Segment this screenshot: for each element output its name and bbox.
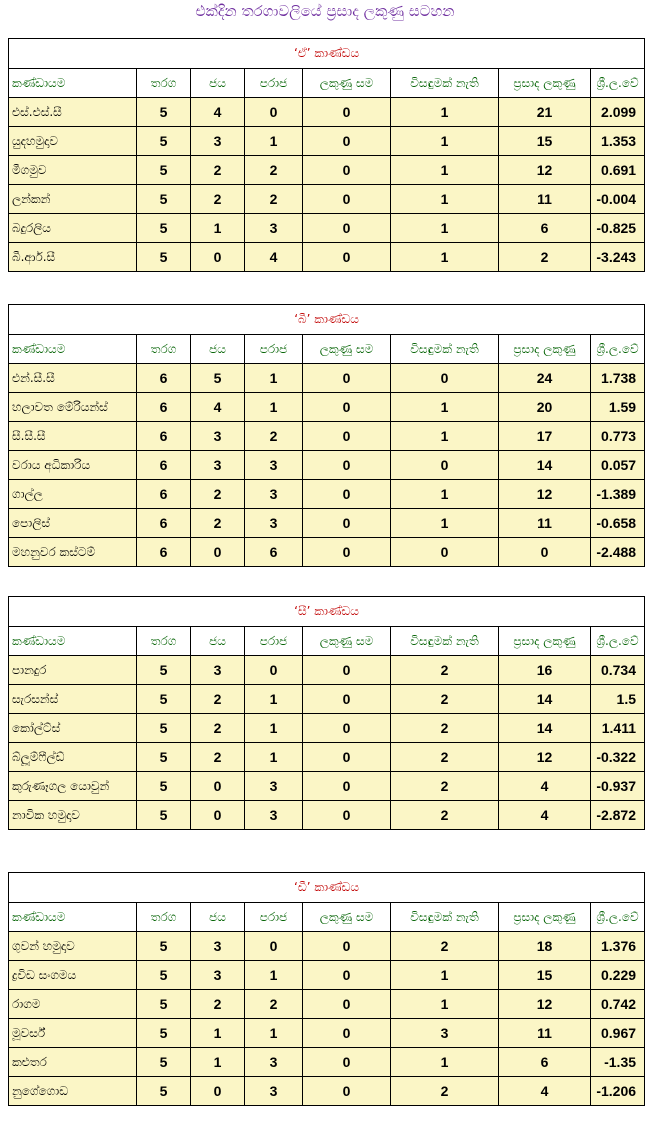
table-row <box>9 990 645 1019</box>
column-header: පරාජ <box>245 69 303 98</box>
group-table <box>8 38 645 272</box>
table-row <box>9 656 645 685</box>
table-cell: 0.742 <box>591 990 645 1019</box>
table-cell: 3 <box>191 451 245 480</box>
table-cell: 1 <box>245 714 303 743</box>
table-cell: 1 <box>245 393 303 422</box>
group-table <box>8 872 645 1106</box>
table-cell: 0 <box>191 801 245 830</box>
table-cell: 4 <box>499 1077 591 1106</box>
table-row <box>9 714 645 743</box>
table-row <box>9 772 645 801</box>
table-cell: 4 <box>191 393 245 422</box>
table-cell: 6 <box>137 538 191 567</box>
table-cell: 5 <box>137 1019 191 1048</box>
table-cell: 0 <box>391 451 499 480</box>
table-cell: 1 <box>245 1019 303 1048</box>
column-header: විසඳුමක් නැති <box>391 335 499 364</box>
table-row <box>9 127 645 156</box>
table-cell: 2 <box>391 656 499 685</box>
table-cell: -0.322 <box>591 743 645 772</box>
table-cell: 3 <box>245 509 303 538</box>
table-cell: 3 <box>191 656 245 685</box>
table-row <box>9 1019 645 1048</box>
table-cell: 0 <box>303 685 391 714</box>
table-cell: 0.229 <box>591 961 645 990</box>
team-name: බ්ලූම්ෆීල්ඩ් <box>9 743 137 772</box>
table-cell: 14 <box>499 685 591 714</box>
table-cell: 5 <box>137 772 191 801</box>
table-cell: 0 <box>191 538 245 567</box>
table-cell: 0.773 <box>591 422 645 451</box>
table-cell: 0 <box>245 656 303 685</box>
table-cell: 0 <box>499 538 591 567</box>
table-cell: 1 <box>391 1048 499 1077</box>
column-header: ප්‍රසාද ලකුණු <box>499 335 591 364</box>
table-cell: 6 <box>137 451 191 480</box>
table-cell: 1 <box>245 743 303 772</box>
table-cell: 6 <box>137 393 191 422</box>
team-name: පොලිස් <box>9 509 137 538</box>
table-cell: 5 <box>137 961 191 990</box>
table-cell: -0.825 <box>591 214 645 243</box>
table-cell: 5 <box>137 185 191 214</box>
table-cell: 1 <box>391 990 499 1019</box>
team-name: එන්.සී.සී <box>9 364 137 393</box>
table-cell: 12 <box>499 156 591 185</box>
table-cell: 3 <box>191 961 245 990</box>
table-cell: -1.206 <box>591 1077 645 1106</box>
table-cell: 5 <box>137 214 191 243</box>
table-cell: 6 <box>499 1048 591 1077</box>
column-header: ශ්‍රී.ල.වේ <box>591 335 645 364</box>
table-row <box>9 185 645 214</box>
column-header: ලකුණු සම <box>303 69 391 98</box>
table-cell: 0.691 <box>591 156 645 185</box>
table-cell: 1 <box>391 480 499 509</box>
column-header: ප්‍රසාද ලකුණු <box>499 627 591 656</box>
table-cell: 0 <box>303 422 391 451</box>
column-header: ජය <box>191 335 245 364</box>
table-cell: 2 <box>245 185 303 214</box>
table-cell: 0 <box>303 656 391 685</box>
table-cell: 0 <box>303 772 391 801</box>
table-cell: 1.353 <box>591 127 645 156</box>
table-cell: -1.35 <box>591 1048 645 1077</box>
table-cell: 2 <box>191 156 245 185</box>
table-cell: 2 <box>191 509 245 538</box>
table-cell: 3 <box>245 451 303 480</box>
table-row <box>9 422 645 451</box>
team-name: සැරසන්ස් <box>9 685 137 714</box>
table-cell: 0 <box>391 364 499 393</box>
table-cell: 0 <box>303 480 391 509</box>
table-cell: 1 <box>245 961 303 990</box>
table-cell: 0 <box>303 243 391 272</box>
table-cell: 20 <box>499 393 591 422</box>
column-header: ලකුණු සම <box>303 335 391 364</box>
table-cell: -0.937 <box>591 772 645 801</box>
table-cell: 0 <box>303 364 391 393</box>
table-cell: 1 <box>391 185 499 214</box>
team-name: බදුරලිය <box>9 214 137 243</box>
table-cell: 5 <box>137 801 191 830</box>
team-name: කුරුණෑගල යොවුන් <box>9 772 137 801</box>
team-name: ගුවන් හමුදාව <box>9 932 137 961</box>
column-header: කණ්ඩායම <box>9 903 137 932</box>
column-header: ලකුණු සම <box>303 627 391 656</box>
table-cell: 3 <box>245 1048 303 1077</box>
table-cell: 5 <box>137 743 191 772</box>
column-header: ලකුණු සම <box>303 903 391 932</box>
table-row <box>9 961 645 990</box>
team-name: ද්‍රවිඩ සංගමය <box>9 961 137 990</box>
table-cell: 5 <box>137 990 191 1019</box>
group-table <box>8 304 645 567</box>
table-cell: 1 <box>191 1048 245 1077</box>
table-cell: 0 <box>303 156 391 185</box>
table-cell: 3 <box>191 932 245 961</box>
table-cell: 1 <box>391 127 499 156</box>
table-cell: 0 <box>245 98 303 127</box>
table-cell: 2 <box>245 156 303 185</box>
table-row <box>9 393 645 422</box>
column-header: ශ්‍රී.ල.වේ <box>591 627 645 656</box>
table-cell: 0 <box>245 932 303 961</box>
table-cell: 1 <box>391 243 499 272</box>
table-cell: 0 <box>303 714 391 743</box>
table-cell: 1.411 <box>591 714 645 743</box>
group-title: ‘ඒ’ කාණ්ඩය <box>9 39 645 69</box>
table-row <box>9 1048 645 1077</box>
table-cell: 6 <box>245 538 303 567</box>
table-cell: 5 <box>137 932 191 961</box>
table-cell: 12 <box>499 990 591 1019</box>
column-header: කණ්ඩායම <box>9 335 137 364</box>
team-name: මූවර්ස් <box>9 1019 137 1048</box>
column-header: ශ්‍රී.ල.වේ <box>591 903 645 932</box>
table-cell: 0 <box>303 214 391 243</box>
table-cell: 0 <box>303 743 391 772</box>
table-cell: -2.872 <box>591 801 645 830</box>
table-cell: 5 <box>137 1077 191 1106</box>
table-cell: 5 <box>137 98 191 127</box>
table-cell: 0.057 <box>591 451 645 480</box>
table-cell: 2 <box>391 685 499 714</box>
table-cell: 1 <box>391 393 499 422</box>
table-cell: 0 <box>303 932 391 961</box>
table-cell: 3 <box>245 480 303 509</box>
table-cell: 2.099 <box>591 98 645 127</box>
table-cell: 2 <box>391 743 499 772</box>
table-cell: 0 <box>303 1077 391 1106</box>
team-name: බී.ආර්.සී <box>9 243 137 272</box>
table-cell: 15 <box>499 961 591 990</box>
table-cell: 1 <box>245 364 303 393</box>
column-header: ප්‍රසාද ලකුණු <box>499 69 591 98</box>
table-cell: -2.488 <box>591 538 645 567</box>
table-row <box>9 98 645 127</box>
table-cell: 2 <box>391 1077 499 1106</box>
table-cell: 0 <box>303 801 391 830</box>
table-cell: 2 <box>391 932 499 961</box>
table-cell: 4 <box>245 243 303 272</box>
page-title: එක්දින තරගාවලියේ ප්‍රසාද ලකුණු සටහන <box>195 2 455 20</box>
group-title: ‘ඩී’ කාණ්ඩය <box>9 873 645 903</box>
column-header: විසඳුමක් නැති <box>391 903 499 932</box>
table-row <box>9 480 645 509</box>
table-row <box>9 243 645 272</box>
team-name: වරාය අධිකාරිය <box>9 451 137 480</box>
column-header: ප්‍රසාද ලකුණු <box>499 903 591 932</box>
team-name: නාවික හමුදාව <box>9 801 137 830</box>
table-cell: 2 <box>391 772 499 801</box>
table-cell: 0 <box>391 538 499 567</box>
table-cell: 11 <box>499 509 591 538</box>
table-cell: 0 <box>303 185 391 214</box>
table-cell: 1.5 <box>591 685 645 714</box>
table-cell: 1.376 <box>591 932 645 961</box>
table-cell: 11 <box>499 1019 591 1048</box>
table-cell: 12 <box>499 480 591 509</box>
table-cell: 0.967 <box>591 1019 645 1048</box>
table-cell: 2 <box>191 685 245 714</box>
table-row <box>9 932 645 961</box>
table-row <box>9 214 645 243</box>
column-header: තරග <box>137 627 191 656</box>
table-cell: 5 <box>137 156 191 185</box>
column-header: විසඳුමක් නැති <box>391 627 499 656</box>
table-cell: -0.004 <box>591 185 645 214</box>
table-row <box>9 538 645 567</box>
table-cell: 6 <box>499 214 591 243</box>
table-cell: 17 <box>499 422 591 451</box>
table-cell: 1 <box>245 685 303 714</box>
team-name: කළුතර <box>9 1048 137 1077</box>
team-name: ලන්කන් <box>9 185 137 214</box>
table-cell: 3 <box>245 214 303 243</box>
table-cell: 16 <box>499 656 591 685</box>
table-cell: 14 <box>499 451 591 480</box>
column-header: කණ්ඩායම <box>9 627 137 656</box>
column-header: ජය <box>191 903 245 932</box>
table-cell: 2 <box>191 185 245 214</box>
column-header: තරග <box>137 903 191 932</box>
table-cell: 1 <box>191 214 245 243</box>
table-cell: 1 <box>391 422 499 451</box>
group-table <box>8 596 645 830</box>
table-cell: 2 <box>191 714 245 743</box>
column-header: තරග <box>137 69 191 98</box>
table-cell: 2 <box>191 480 245 509</box>
table-cell: 0 <box>191 772 245 801</box>
table-row <box>9 451 645 480</box>
table-cell: 1 <box>391 961 499 990</box>
team-name: කෝල්ට්ස් <box>9 714 137 743</box>
table-cell: -0.658 <box>591 509 645 538</box>
column-header: තරග <box>137 335 191 364</box>
table-cell: 0 <box>303 1048 391 1077</box>
table-cell: 0 <box>303 1019 391 1048</box>
table-row <box>9 685 645 714</box>
table-cell: 2 <box>499 243 591 272</box>
team-name: පානදුර <box>9 656 137 685</box>
table-cell: 4 <box>499 772 591 801</box>
table-cell: 1 <box>245 127 303 156</box>
table-cell: -1.389 <box>591 480 645 509</box>
team-name: රාගම <box>9 990 137 1019</box>
column-header: ජය <box>191 627 245 656</box>
table-cell: 18 <box>499 932 591 961</box>
table-cell: -3.243 <box>591 243 645 272</box>
table-cell: 2 <box>245 990 303 1019</box>
table-cell: 1 <box>391 156 499 185</box>
column-header: පරාජ <box>245 903 303 932</box>
team-name: සී.සී.සී <box>9 422 137 451</box>
table-cell: 0 <box>303 451 391 480</box>
team-name: යුදහමුදාව <box>9 127 137 156</box>
group-title: ‘බී’ කාණ්ඩය <box>9 305 645 335</box>
team-name: නුගේගොඩ <box>9 1077 137 1106</box>
table-cell: 1.59 <box>591 393 645 422</box>
table-row <box>9 743 645 772</box>
table-cell: 5 <box>137 1048 191 1077</box>
table-cell: 3 <box>191 422 245 451</box>
table-cell: 1 <box>391 214 499 243</box>
table-cell: 2 <box>391 801 499 830</box>
team-name: ගාල්ල <box>9 480 137 509</box>
table-row <box>9 364 645 393</box>
table-cell: 0 <box>303 961 391 990</box>
table-cell: 0 <box>303 98 391 127</box>
table-cell: 1 <box>391 98 499 127</box>
table-cell: 6 <box>137 364 191 393</box>
team-name: මීගමුව <box>9 156 137 185</box>
table-cell: 5 <box>191 364 245 393</box>
table-cell: 3 <box>191 127 245 156</box>
column-header: කණ්ඩායම <box>9 69 137 98</box>
table-cell: 0 <box>303 127 391 156</box>
table-cell: 6 <box>137 480 191 509</box>
table-cell: 0 <box>191 243 245 272</box>
table-cell: 14 <box>499 714 591 743</box>
table-row <box>9 156 645 185</box>
table-cell: 0 <box>303 393 391 422</box>
table-row <box>9 509 645 538</box>
table-cell: 0 <box>303 990 391 1019</box>
table-cell: 5 <box>137 714 191 743</box>
table-cell: 4 <box>191 98 245 127</box>
table-cell: 0.734 <box>591 656 645 685</box>
table-cell: 0 <box>303 509 391 538</box>
table-row <box>9 801 645 830</box>
column-header: ශ්‍රී.ල.වේ <box>591 69 645 98</box>
table-cell: 3 <box>245 772 303 801</box>
table-cell: 1 <box>191 1019 245 1048</box>
table-cell: 2 <box>391 714 499 743</box>
table-cell: 3 <box>391 1019 499 1048</box>
table-cell: 6 <box>137 509 191 538</box>
table-cell: 21 <box>499 98 591 127</box>
column-header: ජය <box>191 69 245 98</box>
team-name: මහනුවර කස්ටම් <box>9 538 137 567</box>
table-cell: 24 <box>499 364 591 393</box>
table-cell: 1 <box>391 509 499 538</box>
table-cell: 11 <box>499 185 591 214</box>
table-cell: 1.738 <box>591 364 645 393</box>
table-cell: 0 <box>191 1077 245 1106</box>
table-cell: 2 <box>191 990 245 1019</box>
table-cell: 4 <box>499 801 591 830</box>
table-cell: 6 <box>137 422 191 451</box>
column-header: පරාජ <box>245 627 303 656</box>
table-cell: 5 <box>137 685 191 714</box>
table-cell: 3 <box>245 1077 303 1106</box>
table-cell: 5 <box>137 656 191 685</box>
team-name: හලාවත මේරියන්ස් <box>9 393 137 422</box>
table-cell: 15 <box>499 127 591 156</box>
group-title: ‘සී’ කාණ්ඩය <box>9 597 645 627</box>
table-cell: 0 <box>303 538 391 567</box>
table-cell: 5 <box>137 127 191 156</box>
table-cell: 12 <box>499 743 591 772</box>
table-cell: 5 <box>137 243 191 272</box>
column-header: විසඳුමක් නැති <box>391 69 499 98</box>
table-row <box>9 1077 645 1106</box>
table-cell: 3 <box>245 801 303 830</box>
column-header: පරාජ <box>245 335 303 364</box>
table-cell: 2 <box>191 743 245 772</box>
table-cell: 2 <box>245 422 303 451</box>
team-name: එස්.එස්.සී <box>9 98 137 127</box>
